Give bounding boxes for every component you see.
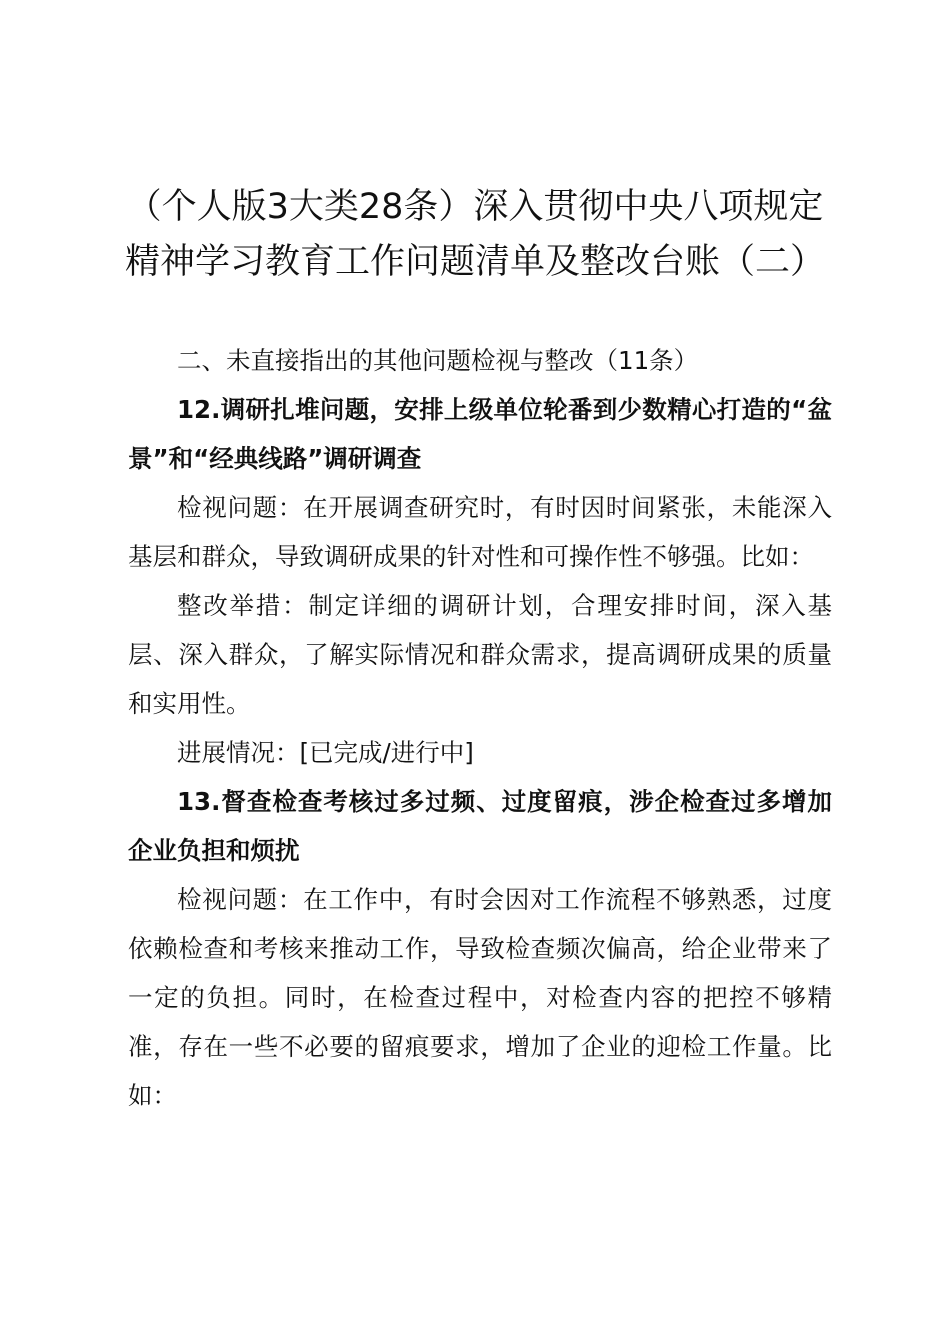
item-12-problem: 检视问题：在开展调查研究时，有时因时间紧张，未能深入基层和群众，导致调研成果的针对性和可操作性不够强。比如： (128, 493, 832, 571)
item-12-progress: 进展情况：[已完成/进行中] (177, 738, 474, 767)
document-title (110, 180, 840, 290)
item-12-measure: 整改举措：制定详细的调研计划，合理安排时间，深入基层、深入群众，了解实际情况和群众需求，提高调研成果的质量和实用性。 (128, 591, 832, 718)
item-13-heading: 13.督查检查考核过多过频、过度留痕，涉企检查过多增加企业负担和烦扰 (128, 787, 832, 865)
document-body (128, 336, 832, 1120)
document-title-text: （个人版3大类28条）深入贯彻中央八项规定精神学习教育工作问题清单及整改台账（二） (124, 187, 825, 282)
section-heading: 二、未直接指出的其他问题检视与整改（11条） (177, 346, 699, 375)
item-13-problem: 检视问题：在工作中，有时会因对工作流程不够熟悉，过度依赖检查和考核来推动工作，导致检查频次偏高，给企业带来了一定的负担。同时，在检查过程中，对检查内容的把控不够精准，存在一些不必要的留痕要求，增加了企业的迎检工作量。比如： (128, 885, 832, 1110)
item-12-heading: 12.调研扎堆问题，安排上级单位轮番到少数精心打造的“盆景”和“经典线路”调研调查 (128, 395, 832, 473)
